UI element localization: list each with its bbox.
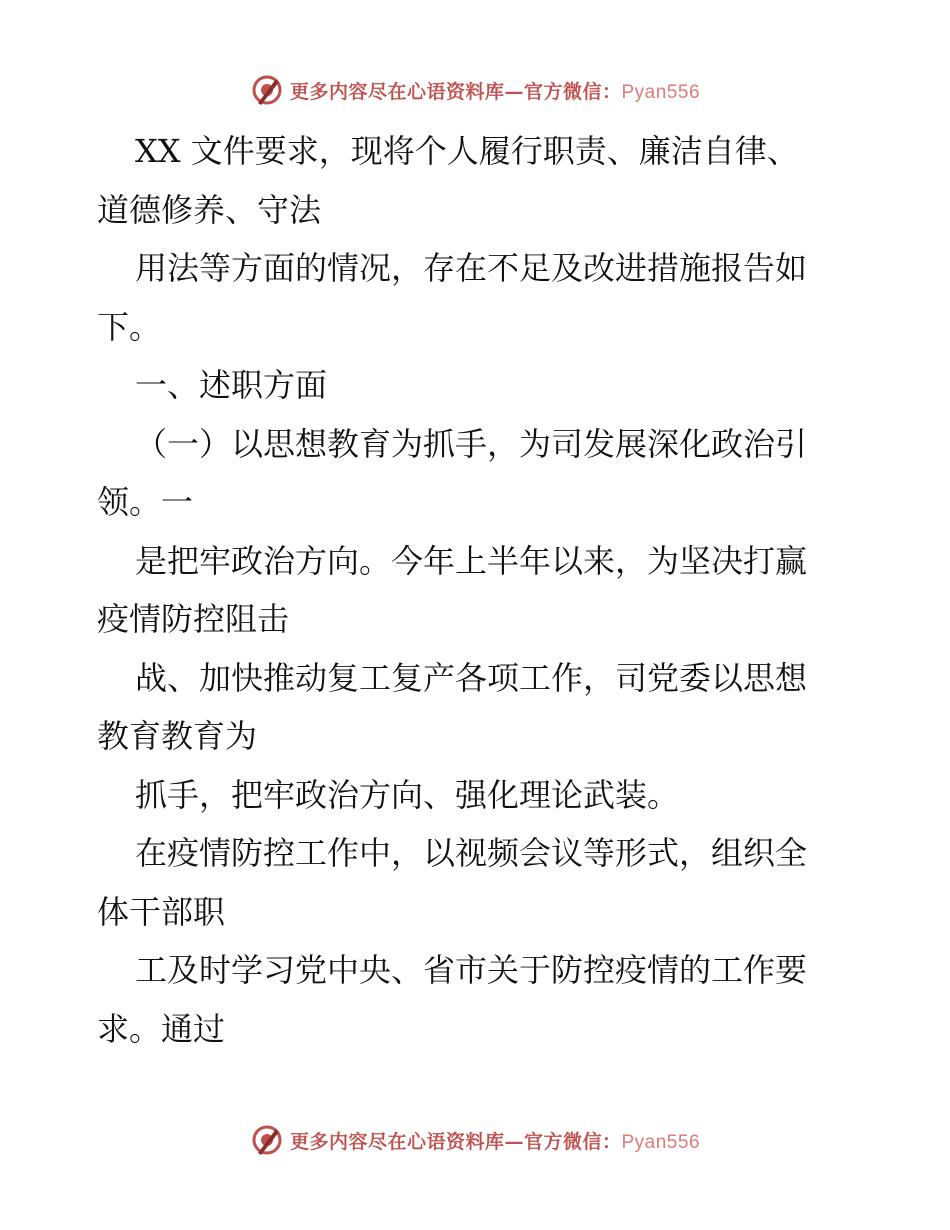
watermark-banner-top <box>0 70 950 110</box>
text-line: 求。通过 <box>97 1009 226 1048</box>
quill-logo-icon <box>250 1123 284 1157</box>
watermark-text: 更多内容尽在心语资料库—官方微信：Pyan556 <box>289 1130 701 1153</box>
text-line: 道德修养、守法 <box>97 190 322 229</box>
text-line: 一、述职方面 <box>135 366 328 404</box>
text-line: 抓手，把牢政治方向、强化理论武装。 <box>135 775 680 814</box>
text-line: 工及时学习党中央、省市关于防控疫情的工作要 <box>135 951 808 989</box>
text-line: 领。一 <box>97 483 194 521</box>
text-line: 体干部职 <box>97 892 226 931</box>
text-line: 在疫情防控工作中，以视频会议等形式，组织全 <box>135 834 808 872</box>
quill-logo-icon <box>250 73 284 107</box>
watermark-banner-bottom <box>0 1120 950 1160</box>
text-line: 教育教育为 <box>97 717 258 755</box>
watermark-handle: Pyan556 <box>621 1131 701 1153</box>
document-body <box>97 122 857 1058</box>
text-line: 是把牢政治方向。今年上半年以来，为坚决打赢 <box>135 541 808 580</box>
watermark-text: 更多内容尽在心语资料库—官方微信：Pyan556 <box>289 80 701 103</box>
text-line: 疫情防控阻击 <box>97 600 290 638</box>
text-line: 下。 <box>97 307 162 346</box>
text-line: （一）以思想教育为抓手，为司发展深化政治引 <box>135 424 808 463</box>
text-line: 战、加快推动复工复产各项工作，司党委以思想 <box>135 658 808 697</box>
text-line: 用法等方面的情况，存在不足及改进措施报告如 <box>135 249 808 287</box>
watermark-handle: Pyan556 <box>621 81 701 103</box>
text-line: XX 文件要求，现将个人履行职责、廉洁自律、 <box>135 132 799 170</box>
